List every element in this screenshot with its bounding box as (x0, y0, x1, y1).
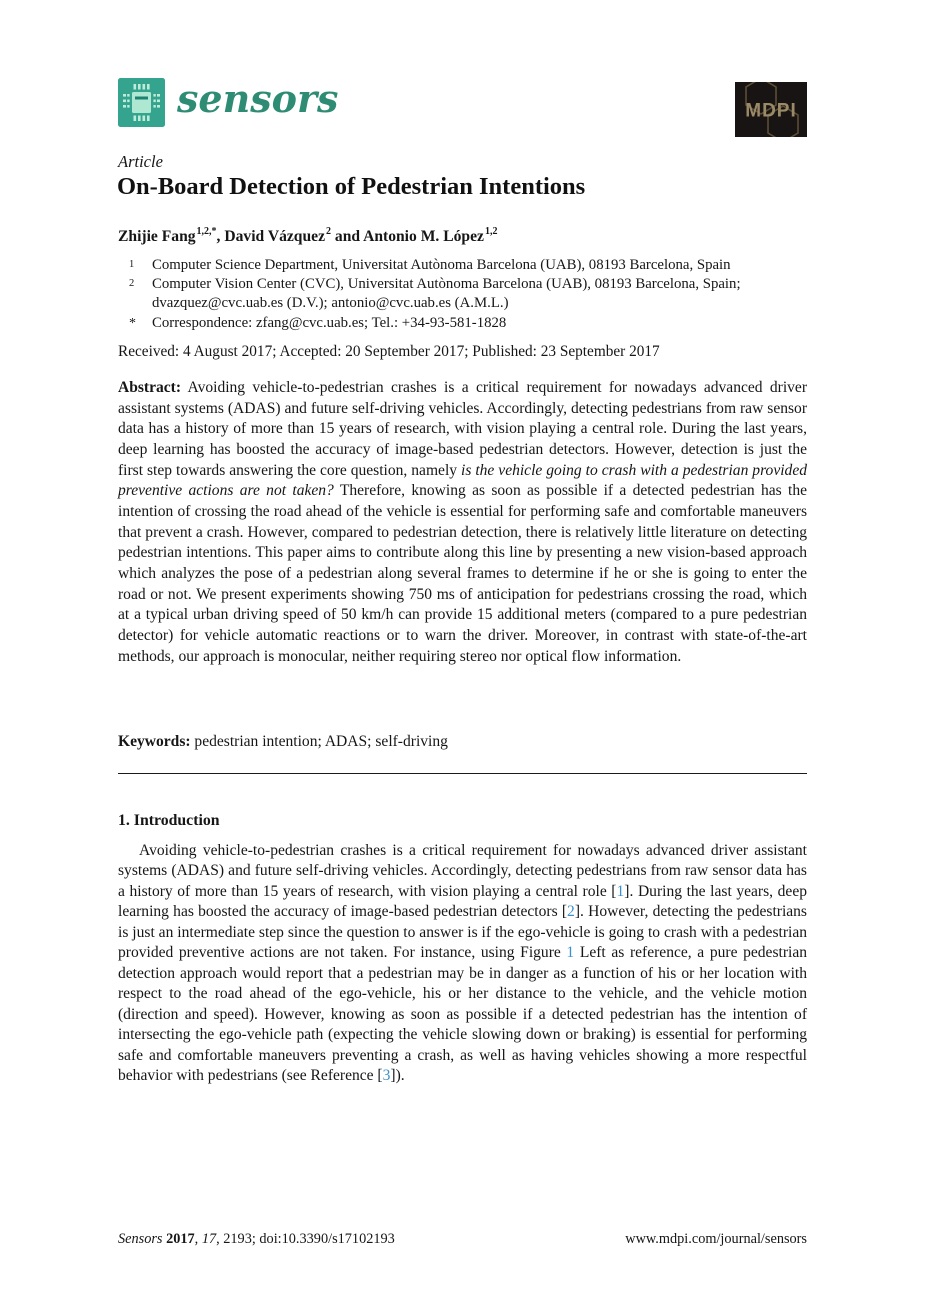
citation-link-3[interactable]: 3 (382, 1066, 391, 1084)
abstract-text-2: Therefore, knowing as soon as possible if a detected pedestrian has the intention of crossing the road ahead of the vehicle is essential for performing safe and comfortable maneuvers that prevent a crash. However, compared to pedestrian detection, there is relatively little literature on detecting pedestrian intentions. This paper aims to contribute along this line by presenting a new vision-based approach which analyzes the pose of a pedestrian along several frames to determine if he or she is going to enter the road or not. We present experiments showing 750 ms of anticipation for pedestrians crossing the road, which at a typical urban driving speed of 50 km/h can provide 15 additional meters (compared to a pure pedestrian detector) for vehicle automatic reactions or to warn the driver. Moreover, in contrast with state-of-the-art methods, our approach is monocular, neither requiring stereo nor optical flow information. (118, 482, 807, 665)
figure-1-reference-link[interactable]: 1 (566, 944, 575, 962)
keywords-text: pedestrian intention; ADAS; self-driving (190, 733, 448, 750)
affiliation-item-2 (118, 275, 818, 313)
abstract-italic-question: is the vehicle going to crash with a pedestrian provided preventive actions are not taken? (118, 461, 807, 500)
intro-text-3: ]. However, detecting the pedestrians is just an intermediate step since the question to answer is if the ego-vehicle is going to crash with a pedestrian provided preventive actions are not taken. For instance, using Figure (118, 903, 807, 962)
chip-icon (118, 78, 165, 127)
mdpi-logo (735, 82, 807, 137)
dates-line: Received: 4 August 2017; Accepted: 20 September 2017; Published: 23 September 2017 (118, 343, 660, 360)
affiliation-item-1 (118, 256, 818, 275)
author-name-3: Antonio M. López (363, 228, 484, 246)
affiliation-marker-1: 1 (129, 259, 135, 270)
intro-paragraph (118, 841, 807, 1086)
author-separator: and (331, 228, 364, 246)
citation-link-2[interactable]: 2 (567, 903, 575, 921)
affiliation-marker-correspondence: * (129, 315, 136, 331)
affiliation-item-correspondence (118, 314, 818, 333)
footer-journal-name: Sensors (118, 1231, 163, 1247)
intro-text-5: ]). (390, 1066, 405, 1084)
author-2-affiliation-sup: 2 (326, 226, 331, 237)
article-type-label: Article (118, 152, 163, 171)
footer-volume: 17 (201, 1231, 217, 1247)
abstract-label: Abstract: (118, 379, 182, 396)
section-divider (118, 773, 807, 774)
author-3-affiliation-sup: 1,2 (484, 226, 498, 237)
mdpi-logo-graphic (735, 82, 807, 137)
authors-line (118, 227, 807, 246)
citation-link-1[interactable]: 1 (616, 882, 625, 900)
page-footer (118, 1231, 807, 1248)
affiliations-list (118, 256, 818, 333)
affiliation-text-2: Computer Vision Center (CVC), Universitat Autònoma Barcelona (UAB), 08193 Barcelona, Spain; dvazquez@cvc.uab.es (D.V.); antonio@cvc.uab.es (A.M.L.) (152, 276, 741, 312)
footer-year: 2017 (166, 1231, 195, 1247)
author-name-2: David Vázquez (224, 228, 325, 246)
intro-text-1: Avoiding vehicle-to-pedestrian crashes is a critical requirement for nowadays advanced driver assistant systems (ADAS) and future self-driving vehicles. Accordingly, detecting pedestrians from raw sensor data has a history of more than 15 years of research, with vision playing a central role [ (118, 842, 807, 900)
author-name-1: Zhijie Fang (118, 228, 196, 246)
footer-journal-url: www.mdpi.com/journal/sensors (625, 1231, 807, 1247)
keywords-label: Keywords: (118, 733, 191, 750)
paper-title: On-Board Detection of Pedestrian Intentions (117, 173, 586, 200)
intro-text-2: ]. During the last years, deep learning has boosted the accuracy of image-based pedestrian detectors [ (118, 882, 807, 921)
section-heading-introduction: 1. Introduction (118, 812, 220, 829)
sensors-logo-icon (118, 78, 165, 127)
keywords-line (118, 733, 807, 751)
footer-citation (118, 1231, 395, 1248)
affiliation-text-1: Computer Science Department, Universitat Autònoma Barcelona (UAB), 08193 Barcelona, Spain (152, 257, 731, 273)
author-separator: , (216, 228, 225, 246)
abstract-paragraph (118, 378, 807, 667)
journal-wordmark: sensors (177, 76, 339, 121)
abstract-text-1: Avoiding vehicle-to-pedestrian crashes is a critical requirement for nowadays advanced driver assistant systems (ADAS) and future self-driving vehicles. Accordingly, detecting pedestrians from raw sensor data has a history of more than 15 years of research, with vision playing a central role. During the last years, deep learning has boosted the accuracy of image-based pedestrian detectors. However, detection is just the first step towards answering the core question, namely (118, 379, 807, 479)
mdpi-logo-text: MDPI (745, 100, 797, 122)
correspondence-text: Correspondence: zfang@cvc.uab.es; Tel.: +34-93-581-1828 (152, 314, 507, 331)
footer-doi: , 2193; doi:10.3390/s17102193 (216, 1231, 395, 1247)
author-1-affiliation-sup: 1,2,* (196, 226, 217, 237)
intro-text-4: Left as reference, a pure pedestrian detection approach would report that a pedestrian may be in danger as a function of his or her location with respect to the road ahead of the ego-vehicle, his or her distance to the vehicle, and the vehicle motion (direction and speed). However, knowing as soon as possible if a detected pedestrian has the intention of intersecting the ego-vehicle path (expecting the vehicle slowing down or braking) is essential for performing safe and comfortable maneuvers preventing a crash, as well as having vehicles showing a more respectful behavior with pedestrians (see Reference [ (118, 944, 807, 1084)
footer-sep: , (194, 1231, 202, 1247)
affiliation-marker-2: 2 (129, 278, 135, 290)
